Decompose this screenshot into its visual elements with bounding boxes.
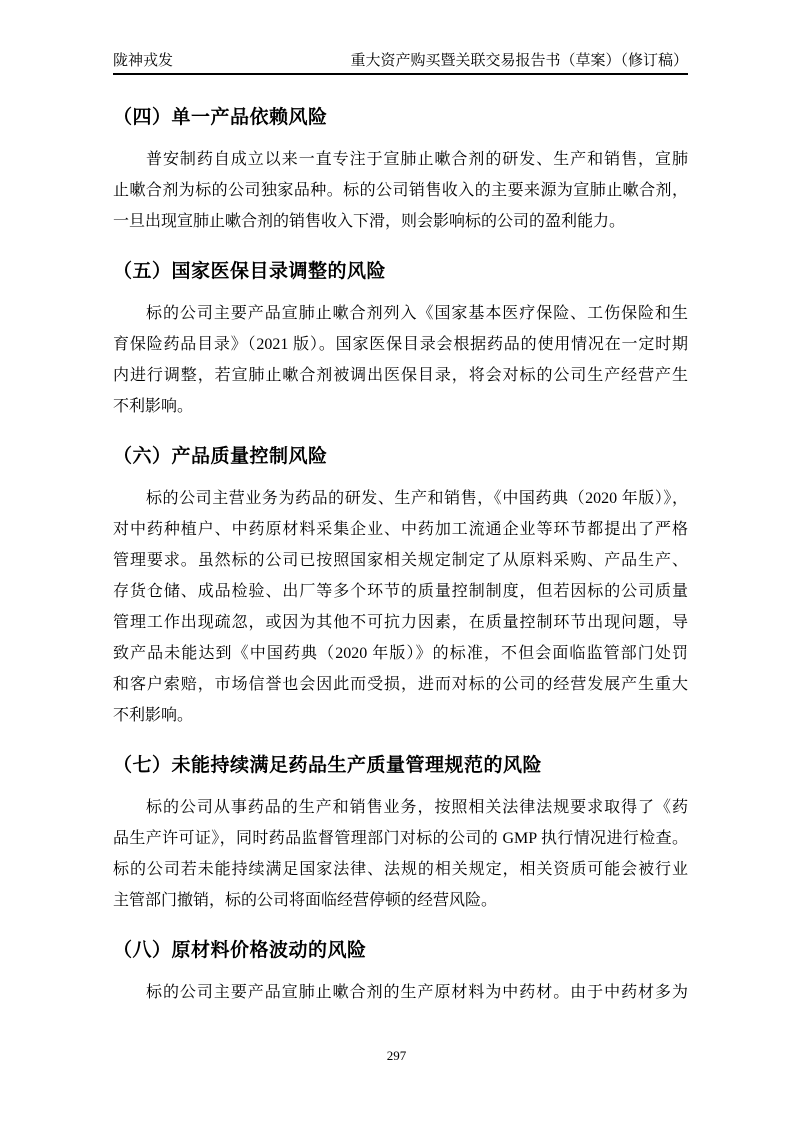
paragraph-line: 和客户索赔，市场信誉也会因此而受损，进而对标的公司的经营发展产生重大 bbox=[113, 676, 688, 693]
paragraph-line: 标的公司从事药品的生产和销售业务，按照相关法律法规要求取得了《药 bbox=[146, 799, 688, 816]
section-five-medical-insurance-catalog-adjustment-risk bbox=[113, 259, 688, 422]
paragraph-line: 标的公司主营业务为药品的研发、生产和销售，《中国药典（2020 年版）》， bbox=[146, 490, 688, 507]
section-seven-paragraph bbox=[113, 792, 688, 916]
paragraph-line: 止嗽合剂为标的公司独家品种。标的公司销售收入的主要来源为宣肺止嗽合剂， bbox=[113, 182, 688, 199]
paragraph-line: 育保险药品目录》（2021 版）。国家医保目录会根据药品的使用情况在一定时期 bbox=[113, 336, 688, 353]
section-six-paragraph bbox=[113, 483, 688, 731]
section-six-heading: （六）产品质量控制风险 bbox=[113, 446, 328, 467]
paragraph-line: 对中药种植户、中药原材料采集企业、中药加工流通企业等环节都提出了严格 bbox=[113, 521, 688, 538]
section-eight-raw-material-price-fluctuation-risk bbox=[113, 938, 688, 1008]
section-eight-heading: （八）原材料价格波动的风险 bbox=[113, 940, 367, 961]
paragraph-line: 存货仓储、成品检验、出厂等多个环节的质量控制制度，但若因标的公司质量 bbox=[113, 583, 688, 600]
paragraph-line: 管理要求。虽然标的公司已按照国家相关规定制定了从原料采购、产品生产、 bbox=[113, 552, 688, 569]
header-company-name: 陇神戎发 bbox=[113, 53, 174, 69]
paragraph-line: 一旦出现宣肺止嗽合剂的销售收入下滑，则会影响标的公司的盈利能力。 bbox=[113, 213, 626, 230]
section-five-paragraph bbox=[113, 298, 688, 422]
section-seven-gmp-compliance-risk bbox=[113, 753, 688, 916]
section-eight-paragraph bbox=[113, 977, 688, 1008]
section-four-paragraph bbox=[113, 144, 688, 237]
paragraph-line: 内进行调整，若宣肺止嗽合剂被调出医保目录，将会对标的公司生产经营产生 bbox=[113, 367, 688, 384]
paragraph-line: 致产品未能达到《中国药典（2020 年版）》的标准，不但会面临监管部门处罚 bbox=[113, 645, 688, 662]
paragraph-line: 管理工作出现疏忽，或因为其他不可抗力因素，在质量控制环节出现问题，导 bbox=[113, 614, 688, 631]
paragraph-line: 品生产许可证》，同时药品监督管理部门对标的公司的 GMP 执行情况进行检查。 bbox=[113, 830, 688, 847]
page-number: 297 bbox=[386, 1048, 407, 1063]
header-document-title: 重大资产购买暨关联交易报告书（草案）（修订稿） bbox=[350, 53, 688, 69]
section-four-single-product-dependence-risk bbox=[113, 105, 688, 237]
section-seven-heading: （七）未能持续满足药品生产质量管理规范的风险 bbox=[113, 755, 543, 776]
paragraph-line: 标的公司主要产品宣肺止嗽合剂列入《国家基本医疗保险、工伤保险和生 bbox=[146, 305, 688, 322]
paragraph-line: 普安制药自成立以来一直专注于宣肺止嗽合剂的研发、生产和销售，宣肺 bbox=[146, 151, 688, 168]
document-body bbox=[113, 105, 688, 1008]
paragraph-line: 主管部门撤销，标的公司将面临经营停顿的经营风险。 bbox=[113, 892, 498, 909]
section-four-heading: （四）单一产品依赖风险 bbox=[113, 107, 328, 128]
paragraph-line: 标的公司若未能持续满足国家法律、法规的相关规定，相关资质可能会被行业 bbox=[113, 861, 688, 878]
page-header bbox=[113, 0, 688, 75]
paragraph-line: 标的公司主要产品宣肺止嗽合剂的生产原材料为中药材。由于中药材多为 bbox=[146, 984, 688, 1001]
page-footer bbox=[0, 1048, 793, 1064]
paragraph-line: 不利影响。 bbox=[113, 398, 194, 415]
section-six-product-quality-control-risk bbox=[113, 444, 688, 731]
paragraph-line: 不利影响。 bbox=[113, 707, 194, 724]
section-five-heading: （五）国家医保目录调整的风险 bbox=[113, 261, 387, 282]
